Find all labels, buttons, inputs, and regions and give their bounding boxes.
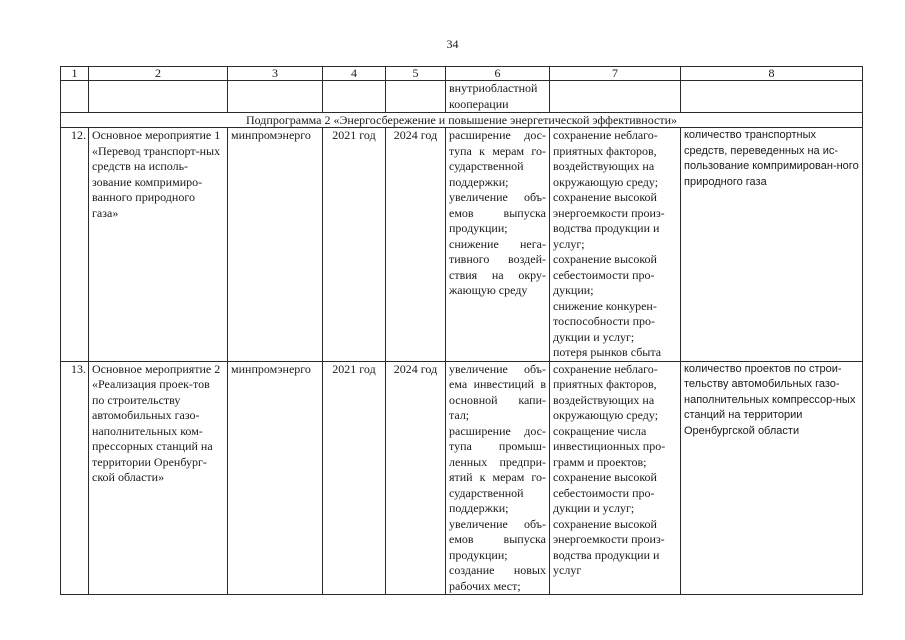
column-header: 6 xyxy=(446,67,550,81)
continuation-cell: внутриобластной кооперации xyxy=(446,81,550,113)
consequences: сохранение неблаго-приятных факторов, воздействующих на окружающую среду; сохранение высокой энергоемкости произ-водства продукции и услуг; сохранение высокой себестоимости про-дукции; снижение конкурен-тоспособности про-дукции и услуг; потеря рынков сбыта xyxy=(550,128,681,362)
column-header: 5 xyxy=(386,67,446,81)
page-number: 34 xyxy=(446,37,459,51)
subprogram-row xyxy=(61,113,863,128)
row-number: 12. xyxy=(61,128,89,362)
consequences: сохранение неблаго-приятных факторов, воздействующих на окружающую среду; сокращение числа инвестиционных про-грамм и проектов; сохранение высокой себестоимости про-дукции и услуг; сохранение высокой энергоемкости произ-водства продукции и услуг xyxy=(550,361,681,595)
executor: минпромэнерго xyxy=(228,361,323,595)
indicator: количество проектов по строи-тельству автомобильных газо-наполнительных компрессор-ных станций на территории Оренбургской области xyxy=(681,361,863,595)
executor: минпромэнерго xyxy=(228,128,323,362)
start-year: 2021 год xyxy=(323,128,386,362)
start-year: 2021 год xyxy=(323,361,386,595)
column-header: 1 xyxy=(61,67,89,81)
expected-results: расширение дос-тупа к мерам го-сударственной поддержки; увеличение объ-емов выпуска продукции; снижение нега-тивного воздей-ствия на окру-жающую среду xyxy=(446,128,550,362)
column-header: 4 xyxy=(323,67,386,81)
row-number: 13. xyxy=(61,361,89,595)
subprogram-title: Подпрограмма 2 «Энергосбережение и повышение энергетической эффективности» xyxy=(61,113,863,128)
column-header: 7 xyxy=(550,67,681,81)
measures-table xyxy=(60,66,863,595)
column-header: 2 xyxy=(89,67,228,81)
measure-name: Основное мероприятие 1 «Перевод транспорт-ных средств на исполь-зование компримиро-ванного природного газа» xyxy=(89,128,228,362)
measure-name: Основное мероприятие 2 «Реализация проек-тов по строительству автомобильных газо-наполнительных ком-прессорных станций на территории Оренбург-ской области» xyxy=(89,361,228,595)
end-year: 2024 год xyxy=(386,128,446,362)
continuation-row xyxy=(61,81,863,113)
end-year: 2024 год xyxy=(386,361,446,595)
table-row xyxy=(61,361,863,595)
column-header: 3 xyxy=(228,67,323,81)
column-header: 8 xyxy=(681,67,863,81)
header-row xyxy=(61,67,863,81)
indicator: количество транспортных средств, переведенных на ис-пользование компримирован-ного природного газа xyxy=(681,128,863,362)
table-row xyxy=(61,128,863,362)
expected-results: увеличение объ-ема инвестиций в основной капи-тал; расширение дос-тупа промыш-ленных предпри-ятий к мерам го-сударственной поддержки; увеличение объ-емов выпуска продукции; создание новых рабочих мест; xyxy=(446,361,550,595)
